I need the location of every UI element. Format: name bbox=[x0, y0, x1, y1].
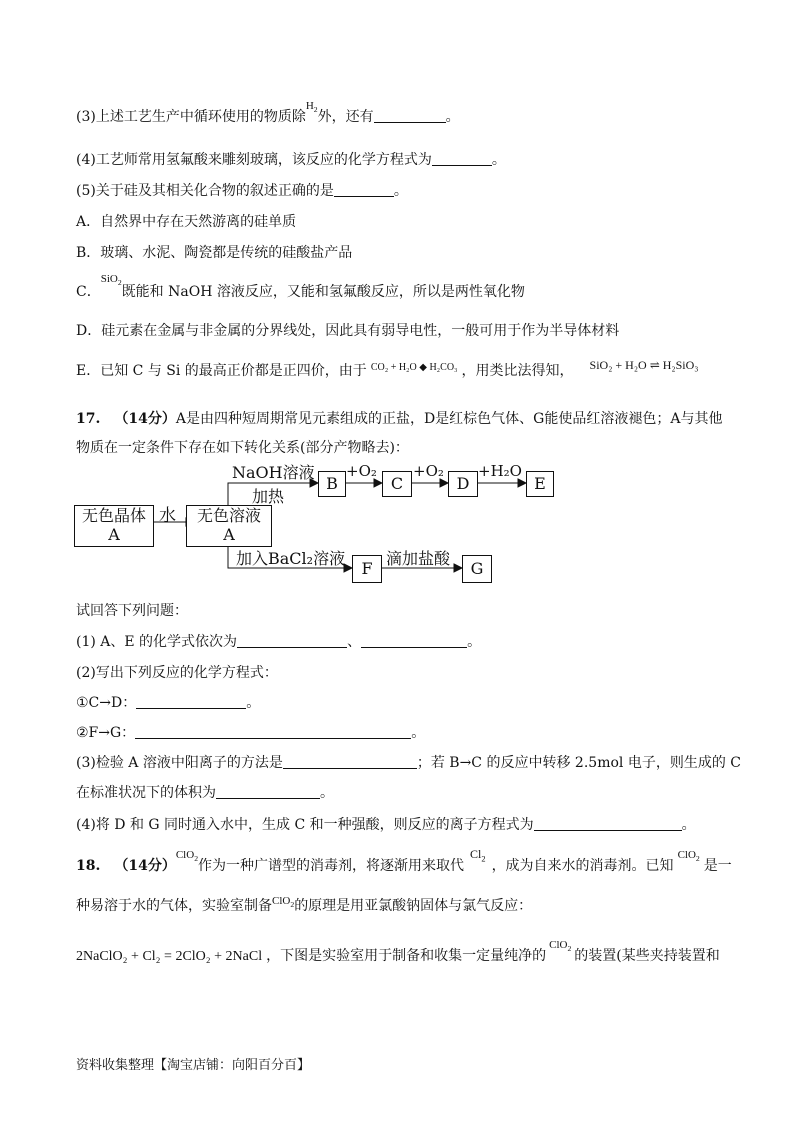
equation-naclo2: 2NaClO₂ + Cl₂ = 2ClO₂ + 2NaCl bbox=[76, 949, 263, 964]
clo2-formula: ClO2 bbox=[175, 849, 199, 864]
label-hcl: 滴加盐酸 bbox=[386, 549, 451, 568]
q17-intro-line1: 17. （14分）A是由四种短周期常见元素组成的正盐，D是红棕色气体、G能使品红溶液褪色；A与其他 bbox=[76, 411, 723, 427]
answer-blank[interactable] bbox=[135, 724, 411, 739]
label-water: 水 bbox=[159, 506, 176, 526]
box-c: C bbox=[382, 471, 412, 497]
q17-part2: (2)写出下列反应的化学方程式： bbox=[76, 665, 278, 681]
sio2-formula: SiO2 bbox=[100, 273, 122, 288]
cl2-formula: $Cl_2$ bbox=[470, 847, 486, 864]
label-heat: 加热 bbox=[252, 487, 285, 506]
label-bacl2: 加入BaCl₂溶液 bbox=[236, 549, 346, 568]
option-c: C．$^{SiO_2}$既能和 NaOH 溶液反应，又能和氢氟酸反应，所以是两性氧化物 bbox=[76, 273, 525, 300]
q17-part2b: ②F→G： 。 bbox=[76, 725, 426, 741]
box-b: B bbox=[318, 471, 346, 497]
q17-part4: (4)将 D 和 G 同时通入水中，生成 C 和一种强酸，则反应的离子方程式为 。 bbox=[76, 817, 696, 833]
box-d: D bbox=[448, 471, 478, 497]
q18-line2: 种易溶于水的气体，实验室制备$^{ClO_2}$的原理是用亚氯酸钠固体与氯气反应： bbox=[76, 895, 533, 914]
q17-part3-line2: 在标准状况下的体积为 。 bbox=[76, 785, 334, 801]
label-h2o: +H₂O bbox=[478, 462, 522, 480]
h2-formula: H2 bbox=[305, 100, 318, 115]
q17-ask: 试回答下列问题： bbox=[76, 603, 188, 619]
q16-part3: (3)上述工艺生产中循环使用的物质除$^{H_2}$外，还有 。 bbox=[76, 100, 460, 125]
box-e: E bbox=[526, 471, 554, 497]
option-b: B．玻璃、水泥、陶瓷都是传统的硅酸盐产品 bbox=[76, 245, 353, 261]
q17-intro-line2: 物质在一定条件下存在如下转化关系(部分产物略去)： bbox=[76, 440, 409, 456]
q18-line3: 2NaClO₂ + Cl₂ = 2ClO₂ + 2NaCl ，下图是实验室用于制备和收集一定量纯净的$^{ClO_2}$ 的装置(某些夹持装置和 bbox=[76, 939, 720, 964]
option-d: D．硅元素在金属与非金属的分界线处，因此具有弱导电性，一般可用于作为半导体材料 bbox=[76, 323, 620, 339]
equation-co2: CO₂ + H₂O ◆ H₂CO₃ bbox=[370, 362, 458, 373]
label-naoh: NaOH溶液 bbox=[232, 463, 315, 482]
box-f: F bbox=[352, 555, 382, 583]
answer-blank[interactable] bbox=[216, 784, 320, 799]
footer-source: 资料收集整理【淘宝店铺：向阳百分百】 bbox=[76, 1058, 311, 1073]
option-e: E．已知 C 与 Si 的最高正价都是正四价，由于 $^{CO_2 + H_2O ◆ H_2CO_3}$ ，用类比法得知， SiO₂ + H₂O ⇌ H₂SiO₃ bbox=[76, 358, 699, 379]
label-o2-1: +O₂ bbox=[346, 462, 377, 480]
option-a: A．自然界中存在天然游离的硅单质 bbox=[76, 214, 297, 230]
answer-blank[interactable] bbox=[283, 754, 417, 769]
box-g: G bbox=[462, 555, 492, 583]
clo2-formula: ClO2 bbox=[677, 849, 700, 864]
q16-part4: (4)工艺师常用氢氟酸来雕刻玻璃，该反应的化学方程式为 。 bbox=[76, 152, 506, 168]
q18-line1: 18. （14分）$^{ClO_2}$作为一种广谱型的消毒剂，将逐渐用来取代$Cl_2$ ，成为自来水的消毒剂。已知$^{ClO_2}$ 是一 bbox=[76, 847, 732, 874]
q17-part2a: ①C→D： 。 bbox=[76, 695, 261, 711]
answer-blank[interactable] bbox=[361, 633, 467, 648]
q17-part3-line1: (3)检验 A 溶液中阳离子的方法是 ；若 B→C 的反应中转移 2.5mol 电子，则生成的 C bbox=[76, 755, 741, 771]
box-crystal-a: 无色晶体 A bbox=[74, 505, 154, 547]
box-solution-a: 无色溶液 A bbox=[186, 505, 272, 547]
q17-part1: (1) A、E 的化学式依次为 、 。 bbox=[76, 634, 482, 650]
answer-blank[interactable] bbox=[534, 816, 682, 831]
equation-sio2: SiO₂ + H₂O ⇌ H₂SiO₃ bbox=[589, 358, 699, 372]
answer-blank[interactable] bbox=[237, 633, 347, 648]
q16-part5: (5)关于硅及其相关化合物的叙述正确的是 。 bbox=[76, 183, 408, 199]
answer-blank[interactable] bbox=[136, 694, 246, 709]
label-o2-2: +O₂ bbox=[413, 462, 444, 480]
clo2-formula: ClO2 bbox=[549, 939, 572, 954]
clo2-formula: ClO2 bbox=[272, 895, 295, 910]
